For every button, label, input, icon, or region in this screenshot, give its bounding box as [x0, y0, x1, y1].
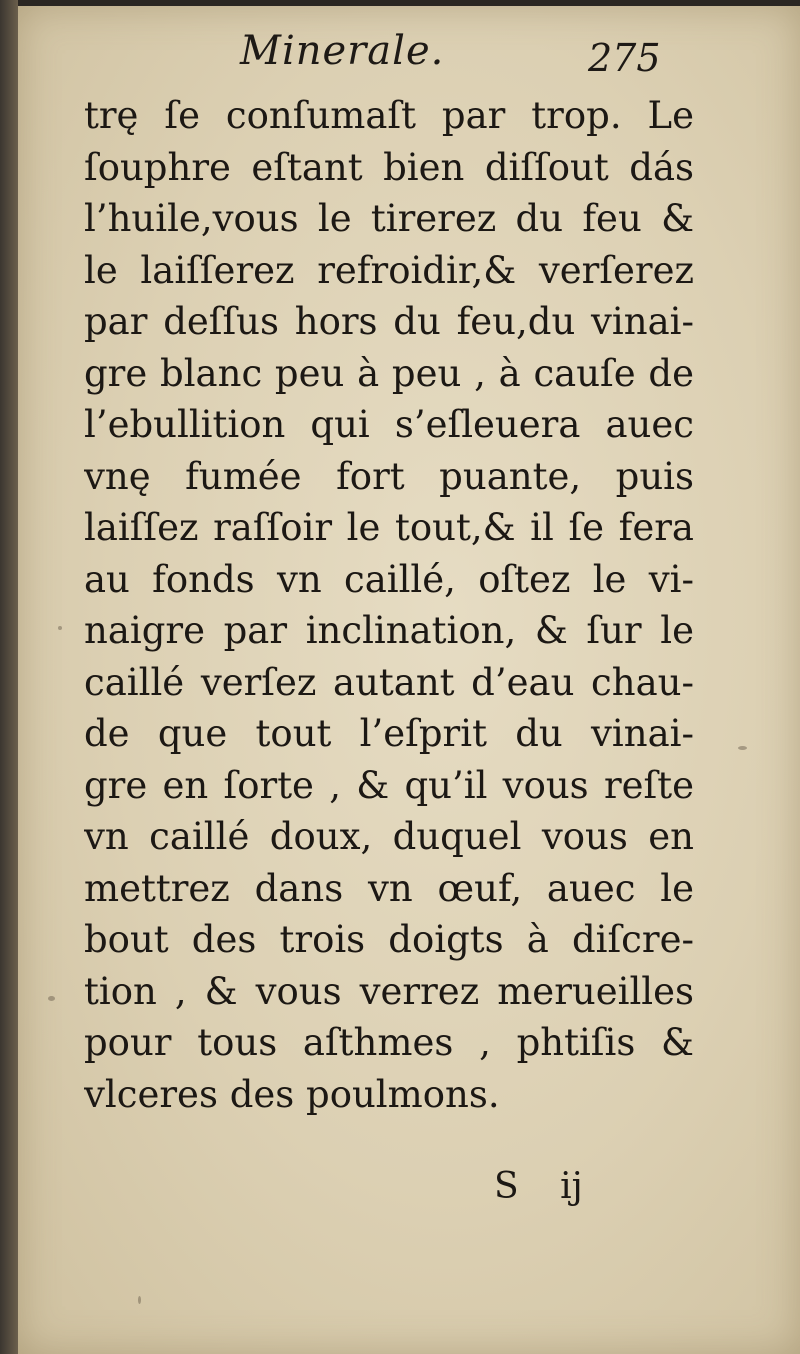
running-title: Minerale.	[240, 28, 445, 74]
text-line: gre blanc peu à peu , à cauſe de	[84, 351, 694, 395]
paper-speck	[58, 626, 62, 630]
text-line: naigre par inclination, & ſur le	[84, 609, 694, 652]
text-line: tion , & vous verrez merueilles	[84, 969, 694, 1013]
paper-speck	[738, 746, 747, 750]
body-text	[84, 90, 694, 1120]
text-line: pour tous aſthmes , phtiſis &	[84, 1021, 694, 1064]
text-line: caillé verſez autant d’eau chau-	[84, 660, 694, 704]
text-line: vnę fumée fort puante, puis	[84, 454, 694, 498]
paper-speck	[138, 1296, 141, 1304]
text-line: au fonds vn caillé, oſtez le vi-	[84, 557, 694, 601]
text-line: par deſſus hors du feu,du vinai-	[84, 300, 694, 343]
scan-binding-edge	[0, 0, 18, 1354]
text-line: trę ſe conſumaſt par trop. Le	[84, 94, 694, 137]
text-line: ſouphre eſtant bien diſſout dás	[84, 145, 694, 189]
text-line: de que tout l’eſprit du vinai-	[84, 712, 694, 755]
paper-speck	[48, 996, 55, 1001]
text-line: bout des trois doigts à diſcre-	[84, 918, 694, 961]
text-line: vn caillé doux, duquel vous en	[84, 815, 694, 858]
text-line: laiſſez raſſoir le tout,& il ſe fera	[84, 506, 694, 549]
text-line: gre en ſorte , & qu’il vous reſte	[84, 763, 694, 807]
text-line: l’ebullition qui s’eſleuera auec	[84, 403, 694, 446]
text-line: vlceres des poulmons.	[84, 1072, 500, 1116]
text-line: l’huile,vous le tirerez du feu &	[84, 197, 694, 240]
text-line: le laiſſerez refroidir,& verſerez	[84, 248, 694, 292]
book-page	[18, 6, 800, 1354]
page-header	[18, 28, 800, 88]
signature-mark: S ij	[494, 1166, 583, 1207]
text-line: mettrez dans vn œuf, auec le	[84, 866, 694, 910]
page-number: 275	[588, 36, 661, 80]
